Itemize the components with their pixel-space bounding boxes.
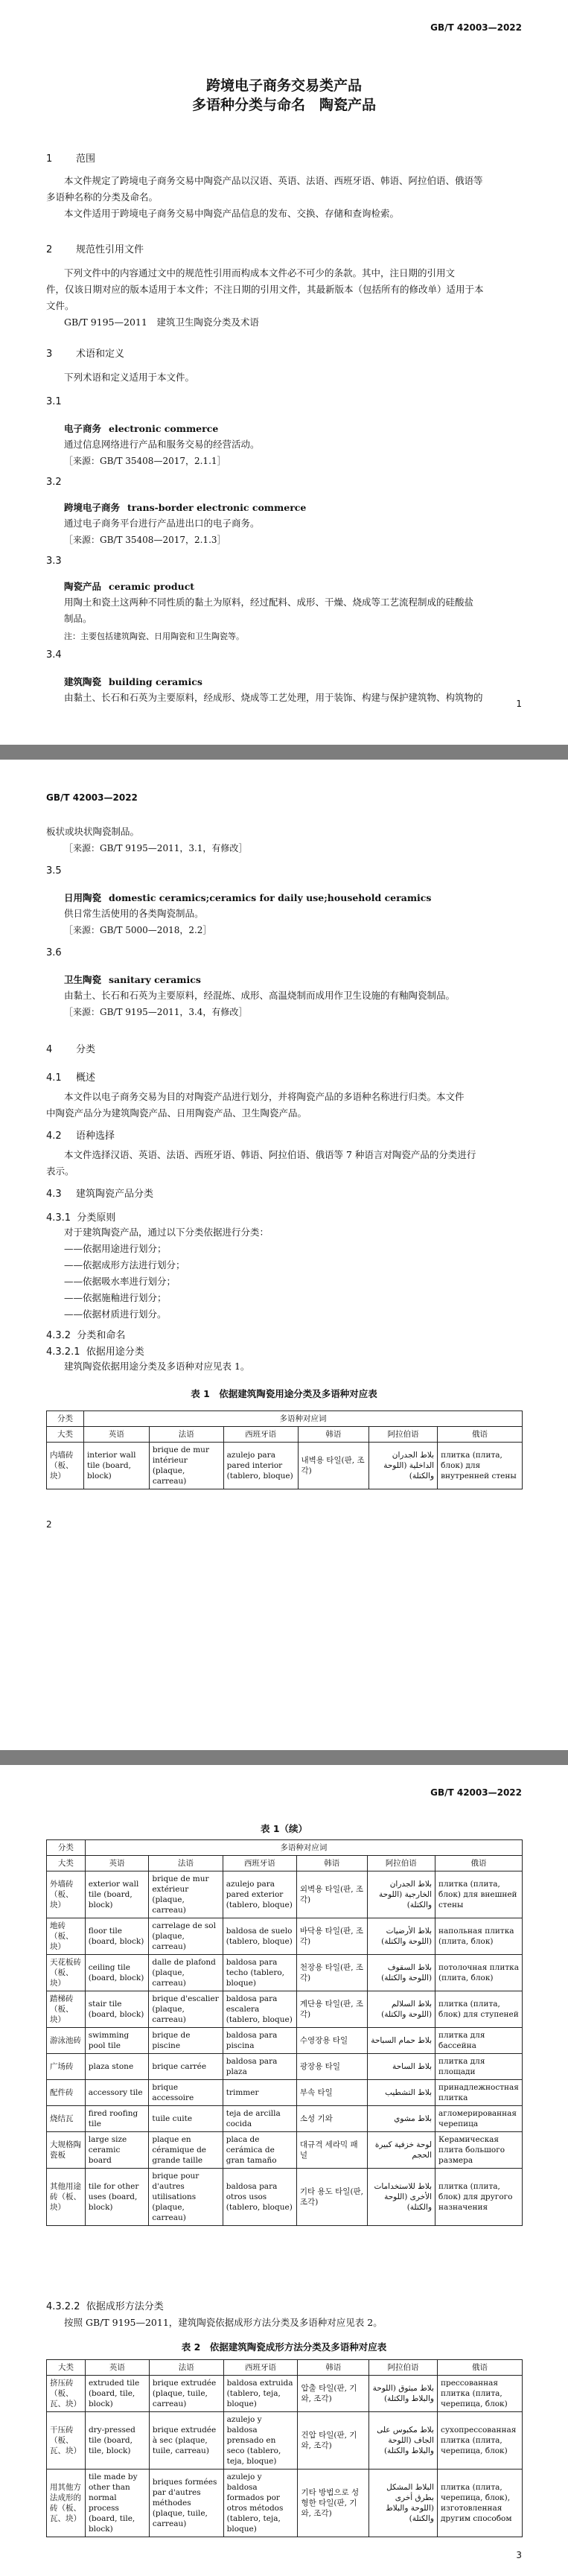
table-1: [46, 1411, 523, 1489]
cell-spanish: placa de cerámica de gran tamaño: [223, 2132, 296, 2169]
cell-russian: плитка (плита, блок) для внутренней стены: [438, 1443, 523, 1489]
term-3-5-number: 3.5: [46, 865, 62, 877]
cell-spanish: baldosa para plaza: [223, 2054, 296, 2080]
section-4-3-2-2-heading: 4.3.2.2 依据成形方法分类: [46, 2301, 164, 2312]
header-russian: 俄语: [437, 2360, 522, 2376]
term-3-4-definition: 由黏土、长石和石英为主要原料，经成形、烧成等工艺处理，用于装饰、构建与保护建筑物、构筑物的: [64, 692, 483, 703]
page-number: 2: [46, 1519, 52, 1530]
cell-korean: 기타 용도 타일(판, 조각): [296, 2169, 367, 2226]
cell-arabic: بلاط للاستخدامات الأخرى (اللوحة والكتلة): [367, 2169, 435, 2226]
cell-russian: плитка (плита, блок) для внешней стены: [435, 1871, 523, 1918]
section-1-para1: 本文件规定了跨境电子商务交易中陶瓷产品以汉语、英语、法语、西班牙语、韩语、阿拉伯语、俄语等: [64, 175, 483, 186]
section-2-heading: 2 规范性引用文件: [46, 244, 144, 255]
header-english: 英语: [85, 2360, 149, 2376]
cell-french: plaque en céramique de grande taille: [149, 2132, 223, 2169]
table-row: [47, 1871, 523, 1918]
cell-korean: 외벽용 타일(판, 조각): [296, 1871, 367, 1918]
cell-russian: агломерированная черепица: [435, 2106, 523, 2132]
cell-spanish: baldosa extruida (tablero, teja, bloque): [223, 2376, 298, 2412]
table-row: [47, 2106, 523, 2132]
cell-russian: плитка (плита, черепица, блок), изготовленная другим способом: [437, 2470, 522, 2537]
cell-french: brique carrée: [149, 2054, 223, 2080]
table-1-continued: [46, 1839, 523, 2226]
cell-russian: плитка для бассейна: [435, 2028, 523, 2054]
section-4-2-heading: 4.2 语种选择: [46, 1130, 115, 1142]
term-3-1-source: ［来源：GB/T 35408—2017，2.1.1］: [64, 456, 226, 466]
cell-arabic: لوحة خزفية كبيرة الحجم: [367, 2132, 435, 2169]
cell-category: 游泳池砖: [47, 2028, 86, 2054]
cell-korean: 계단용 타일(판, 조각): [296, 1991, 367, 2028]
cell-category: 大规格陶瓷板: [47, 2132, 86, 2169]
table-2-caption: 表 2 依据建筑陶瓷成形方法分类及多语种对应表: [181, 2341, 387, 2353]
term-3-4-number: 3.4: [46, 649, 62, 661]
cell-french: brique de mur intérieur (plaque, carreau): [149, 1443, 223, 1489]
cell-korean: 압출 타일(판, 기와, 조각): [298, 2376, 369, 2412]
cell-arabic: بلاط السقوف (اللوحة والكتلة): [367, 1955, 435, 1991]
cell-russian: плитка для площади: [435, 2054, 523, 2080]
classification-list-item: ——依据材质进行划分。: [64, 1308, 167, 1320]
section-4-3-2-1-para: 建筑陶瓷依据用途分类及多语种对应见表 1。: [64, 1361, 250, 1372]
section-1-heading: 1 范围: [46, 153, 96, 165]
page-number: 1: [516, 699, 522, 709]
table-row: [47, 2470, 523, 2537]
header-english: 英语: [85, 1856, 149, 1871]
table-row: [47, 2028, 523, 2054]
cell-spanish: baldosa para otros usos (tablero, bloque): [223, 2169, 296, 2226]
cell-arabic: بلاط مبثوق (اللوحة والبلاط والكتلة): [369, 2376, 438, 2412]
section-4-3-2-1-heading: 4.3.2.1 依据用途分类: [46, 1346, 144, 1358]
cell-category: 干压砖 （板、瓦、块）: [47, 2412, 86, 2470]
cell-korean: 부속 타일: [296, 2080, 367, 2106]
term-3-6-source: ［来源：GB/T 9195—2011，3.4，有修改］: [64, 1007, 248, 1017]
cell-russian: плитка (плита, блок) для другого назначения: [435, 2169, 523, 2226]
cell-french: briques formées par d'autres méthodes (plaque, tuile, carreau): [149, 2470, 223, 2537]
term-3-1-definition: 通过信息网络进行产品和服务交易的经营活动。: [64, 439, 260, 450]
cell-french: brique extrudée à sec (plaque, tuile, carreau): [149, 2412, 223, 2470]
header-category: 分类: [47, 1840, 86, 1856]
section-4-3-1-para: 对于建筑陶瓷产品，通过以下分类依据进行分类：: [64, 1227, 269, 1238]
cell-spanish: baldosa para piscina: [223, 2028, 296, 2054]
cell-english: extruded tile (board, tile, block): [85, 2376, 149, 2412]
section-2-para-cont1: 件，仅该日期对应的版本适用于本文件；不注日期的引用文件，其最新版本（包括所有的修改单）适用于本: [46, 284, 484, 295]
cell-korean: 대규격 세라믹 패널: [296, 2132, 367, 2169]
cell-korean: 광장용 타일: [296, 2054, 367, 2080]
cell-arabic: بلاط الساحة: [367, 2054, 435, 2080]
term-3-4-source: ［来源：GB/T 9195—2011，3.1，有修改］: [64, 843, 248, 853]
section-4-1-heading: 4.1 概述: [46, 1072, 96, 1084]
header-multilang: 多语种对应词: [85, 1840, 522, 1856]
standard-code: GB/T 42003—2022: [430, 22, 522, 33]
standard-code: GB/T 42003—2022: [430, 1787, 522, 1798]
cell-english: large size ceramic board: [85, 2132, 149, 2169]
cell-french: carrelage de sol (plaque, carreau): [149, 1918, 223, 1955]
cell-french: brique de mur extérieur (plaque, carreau): [149, 1871, 223, 1918]
term-3-2-source: ［来源：GB/T 35408—2017，2.1.3］: [64, 535, 226, 545]
term-3-6-number: 3.6: [46, 947, 62, 958]
page-number: 3: [516, 2550, 522, 2560]
table-row: [47, 2376, 523, 2412]
term-3-2: 跨境电子商务 trans-border electronic commerce: [64, 502, 307, 513]
cell-arabic: بلاط الجدران الداخلية (اللوحة والكتلة): [369, 1443, 438, 1489]
table-row: [47, 2412, 523, 2470]
term-3-5: 日用陶瓷 domestic ceramics;ceramics for daily use;household ceramics: [64, 892, 432, 903]
table-row: [47, 2054, 523, 2080]
cell-french: brique extrudée (plaque, tuile, carreau): [149, 2376, 223, 2412]
cell-spanish: baldosa para escalera (tablero, bloque): [223, 1991, 296, 2028]
cell-english: stair tile (board, block): [85, 1991, 149, 2028]
section-1-para2: 本文件适用于跨境电子商务交易中陶瓷产品信息的发布、交换、存储和查询检索。: [64, 208, 400, 219]
table-1-continued-caption: 表 1（续）: [260, 1823, 308, 1834]
cell-category: 烧结瓦: [47, 2106, 86, 2132]
cell-arabic: بلاط السلالم (اللوحة والكتلة): [367, 1991, 435, 2028]
section-4-1-para: 本文件以电子商务交易为目的对陶瓷产品进行划分，并将陶瓷产品的多语种名称进行归类。本文件: [64, 1091, 465, 1102]
cell-russian: сухопрессованная плитка (плита, черепица, блок): [437, 2412, 522, 2470]
table-row: [47, 2132, 523, 2169]
cell-category: 广场砖: [47, 2054, 86, 2080]
cell-spanish: teja de arcilla cocida: [223, 2106, 296, 2132]
cell-arabic: بلاط التشطيب: [367, 2080, 435, 2106]
cell-arabic: البلاط المشكل بطرق أخرى (اللوحة والبلاط والكتلة): [369, 2470, 438, 2537]
cell-korean: 건압 타일(판, 기와, 조각): [298, 2412, 369, 2470]
cell-english: accessory tile: [85, 2080, 149, 2106]
document-title-line1: 跨境电子商务交易类产品: [205, 77, 362, 94]
classification-list-item: ——依据用途进行划分；: [64, 1243, 167, 1254]
cell-english: exterior wall tile (board, block): [85, 1871, 149, 1918]
cell-english: ceiling tile (board, block): [85, 1955, 149, 1991]
header-arabic: 阿拉伯语: [369, 2360, 438, 2376]
cell-english: floor tile (board, block): [85, 1918, 149, 1955]
cell-korean: 수영장용 타일: [296, 2028, 367, 2054]
term-3-5-source: ［来源：GB/T 5000—2018，2.2］: [64, 925, 212, 935]
cell-category: 配件砖: [47, 2080, 86, 2106]
term-3-4: 建筑陶瓷 building ceramics: [64, 676, 202, 687]
term-3-2-number: 3.2: [46, 477, 62, 488]
section-3-intro: 下列术语和定义适用于本文件。: [64, 372, 195, 383]
cell-english: tile for other uses (board, block): [85, 2169, 149, 2226]
term-3-1-number: 3.1: [46, 396, 62, 407]
cell-english: plaza stone: [85, 2054, 149, 2080]
cell-russian: принадлежностная плитка: [435, 2080, 523, 2106]
cell-category: 用其他方法成形的砖（板、瓦、块）: [47, 2470, 86, 2537]
cell-english: interior wall tile (board, block): [83, 1443, 149, 1489]
cell-spanish: azulejo para pared exterior (tablero, bloque): [223, 1871, 296, 1918]
cell-spanish: azulejo y baldosa formados por otros métodos (tablero, teja, bloque): [223, 2470, 298, 2537]
normative-reference: GB/T 9195—2011 建筑卫生陶瓷分类及术语: [64, 317, 259, 328]
cell-arabic: بلاط حمام السباحة: [367, 2028, 435, 2054]
cell-spanish: azulejo y baldosa prensado en seco (tablero, teja, bloque): [223, 2412, 298, 2470]
header-russian: 俄语: [438, 1427, 523, 1443]
section-4-3-2-heading: 4.3.2 分类和命名: [46, 1330, 126, 1341]
term-3-3-definition: 用陶土和瓷土这两种不同性质的黏土为原料，经过配料、成形、干燥、烧成等工艺流程制成的硅酸盐: [64, 597, 474, 608]
header-french: 法语: [149, 2360, 223, 2376]
cell-category: 天花板砖 （板、块）: [47, 1955, 86, 1991]
term-3-3-number: 3.3: [46, 556, 62, 567]
section-2-para-cont2: 文件。: [46, 300, 74, 311]
cell-spanish: trimmer: [223, 2080, 296, 2106]
term-3-3-note: 注：主要包括建筑陶瓷、日用陶瓷和卫生陶瓷等。: [64, 632, 244, 641]
cell-category: 挤压砖 （板、瓦、块）: [47, 2376, 86, 2412]
cell-korean: 천장용 타일(판, 조각): [296, 1955, 367, 1991]
cell-russian: напольная плитка (плита, блок): [435, 1918, 523, 1955]
cell-russian: плитка (плита, блок) для ступеней: [435, 1991, 523, 2028]
term-3-3-definition-cont: 制品。: [64, 613, 92, 624]
header-spanish: 西班牙语: [223, 2360, 298, 2376]
cell-korean: 기타 방법으로 성형한 타일(판, 기와, 조각): [298, 2470, 369, 2537]
section-4-3-heading: 4.3 建筑陶瓷产品分类: [46, 1189, 154, 1200]
header-spanish: 西班牙语: [223, 1856, 296, 1871]
cell-category: 地砖（板、块）: [47, 1918, 86, 1955]
header-main-category: 大类: [47, 1427, 84, 1443]
cell-french: brique d'escalier (plaque, carreau): [149, 1991, 223, 2028]
table-row: [47, 1443, 523, 1489]
term-3-4-definition-cont: 板状或块状陶瓷制品。: [46, 826, 140, 837]
section-1-para1-cont: 多语种名称的分类及命名。: [46, 191, 159, 203]
cell-korean: 소성 기와: [296, 2106, 367, 2132]
term-3-6-definition: 由黏土、长石和石英为主要原料，经混炼、成形、高温烧制而成用作卫生设施的有釉陶瓷制品。: [64, 990, 456, 1001]
header-korean: 韩语: [298, 1427, 369, 1443]
table-row: [47, 2080, 523, 2106]
cell-russian: Керамическая плита большого размера: [435, 2132, 523, 2169]
header-main-category: 大类: [47, 1856, 86, 1871]
header-category: 分类: [47, 1411, 84, 1427]
page-1: [0, 0, 568, 745]
cell-arabic: بلاط مكبوس على الجاف (اللوحة والبلاط والكتلة): [369, 2412, 438, 2470]
term-3-5-definition: 供日常生活使用的各类陶瓷制品。: [64, 908, 204, 919]
cell-french: dalle de plafond (plaque, carreau): [149, 1955, 223, 1991]
page-3: [0, 1765, 568, 2576]
section-4-2-para: 本文件选择汉语、英语、法语、西班牙语、韩语、阿拉伯语、俄语等 7 种语言对陶瓷产品的分类进行: [64, 1149, 476, 1160]
table-2: [46, 2359, 523, 2537]
section-4-1-para-cont: 中陶瓷产品分为建筑陶瓷产品、日用陶瓷产品、卫生陶瓷产品。: [46, 1107, 307, 1119]
cell-french: tuile cuite: [149, 2106, 223, 2132]
section-4-heading: 4 分类: [46, 1044, 96, 1055]
section-4-2-para-cont: 表示。: [46, 1165, 74, 1177]
table-1-caption: 表 1 依据建筑陶瓷用途分类及多语种对应表: [191, 1388, 377, 1399]
header-french: 法语: [149, 1856, 223, 1871]
cell-english: swimming pool tile: [85, 2028, 149, 2054]
header-spanish: 西班牙语: [223, 1427, 298, 1443]
cell-spanish: baldosa de suelo (tablero, bloque): [223, 1918, 296, 1955]
cell-spanish: azulejo para pared interior (tablero, bloque): [223, 1443, 298, 1489]
cell-category: 踏梯砖 （板、块）: [47, 1991, 86, 2028]
cell-arabic: بلاط الأرضيات (اللوحة والكتلة): [367, 1918, 435, 1955]
term-3-2-definition: 通过电子商务平台进行产品进出口的电子商务。: [64, 518, 260, 529]
section-4-3-1-heading: 4.3.1 分类原则: [46, 1212, 116, 1224]
cell-category: 内墙砖 （板、块）: [47, 1443, 84, 1489]
cell-korean: 내벽용 타일(판, 조각): [298, 1443, 369, 1489]
term-3-6: 卫生陶瓷 sanitary ceramics: [64, 974, 201, 985]
header-arabic: 阿拉伯语: [369, 1427, 438, 1443]
section-4-3-2-2-para: 按照 GB/T 9195—2011，建筑陶瓷依据成形方法分类及多语种对应见表 2。: [64, 2317, 383, 2328]
cell-english: dry-pressed tile (board, tile, block): [85, 2412, 149, 2470]
page-2: [0, 760, 568, 1750]
table-row: [47, 1955, 523, 1991]
standard-code: GB/T 42003—2022: [46, 792, 138, 803]
header-korean: 韩语: [298, 2360, 369, 2376]
term-3-3: 陶瓷产品 ceramic product: [64, 581, 195, 592]
section-3-heading: 3 术语和定义: [46, 349, 125, 360]
term-3-1: 电子商务 electronic commerce: [64, 423, 219, 434]
cell-korean: 바닥용 타일(판, 조각): [296, 1918, 367, 1955]
header-english: 英语: [83, 1427, 149, 1443]
table-row: [47, 1918, 523, 1955]
cell-arabic: بلاط مشوي: [367, 2106, 435, 2132]
header-korean: 韩语: [296, 1856, 367, 1871]
cell-french: brique accessoire: [149, 2080, 223, 2106]
cell-english: tile made by other than normal process (board, tile, block): [85, 2470, 149, 2537]
table-row: [47, 2169, 523, 2226]
cell-french: brique pour d'autres utilisations (plaque, carreau): [149, 2169, 223, 2226]
header-arabic: 阿拉伯语: [367, 1856, 435, 1871]
cell-arabic: بلاط الجدران الخارجية (اللوحة والكتلة): [367, 1871, 435, 1918]
header-main-category: 大类: [47, 2360, 86, 2376]
section-2-para: 下列文件中的内容通过文中的规范性引用而构成本文件必不可少的条款。其中，注日期的引用文: [64, 267, 456, 279]
cell-category: 外墙砖 （板、块）: [47, 1871, 86, 1918]
classification-list-item: ——依据施釉进行划分；: [64, 1292, 167, 1303]
header-russian: 俄语: [435, 1856, 523, 1871]
cell-french: brique de piscine: [149, 2028, 223, 2054]
classification-list-item: ——依据吸水率进行划分；: [64, 1276, 176, 1287]
cell-category: 其他用途砖（板、块）: [47, 2169, 86, 2226]
table-row: [47, 1991, 523, 2028]
header-french: 法语: [149, 1427, 223, 1443]
cell-english: fired roofing tile: [85, 2106, 149, 2132]
document-title-line2: 多语种分类与命名 陶瓷产品: [191, 97, 376, 113]
cell-russian: потолочная плитка (плита, блок): [435, 1955, 523, 1991]
cell-russian: прессованная плитка (плита, черепица, блок): [437, 2376, 522, 2412]
classification-list-item: ——依据成形方法进行划分；: [64, 1259, 185, 1270]
cell-spanish: baldosa para techo (tablero, bloque): [223, 1955, 296, 1991]
header-multilang: 多语种对应词: [83, 1411, 522, 1427]
